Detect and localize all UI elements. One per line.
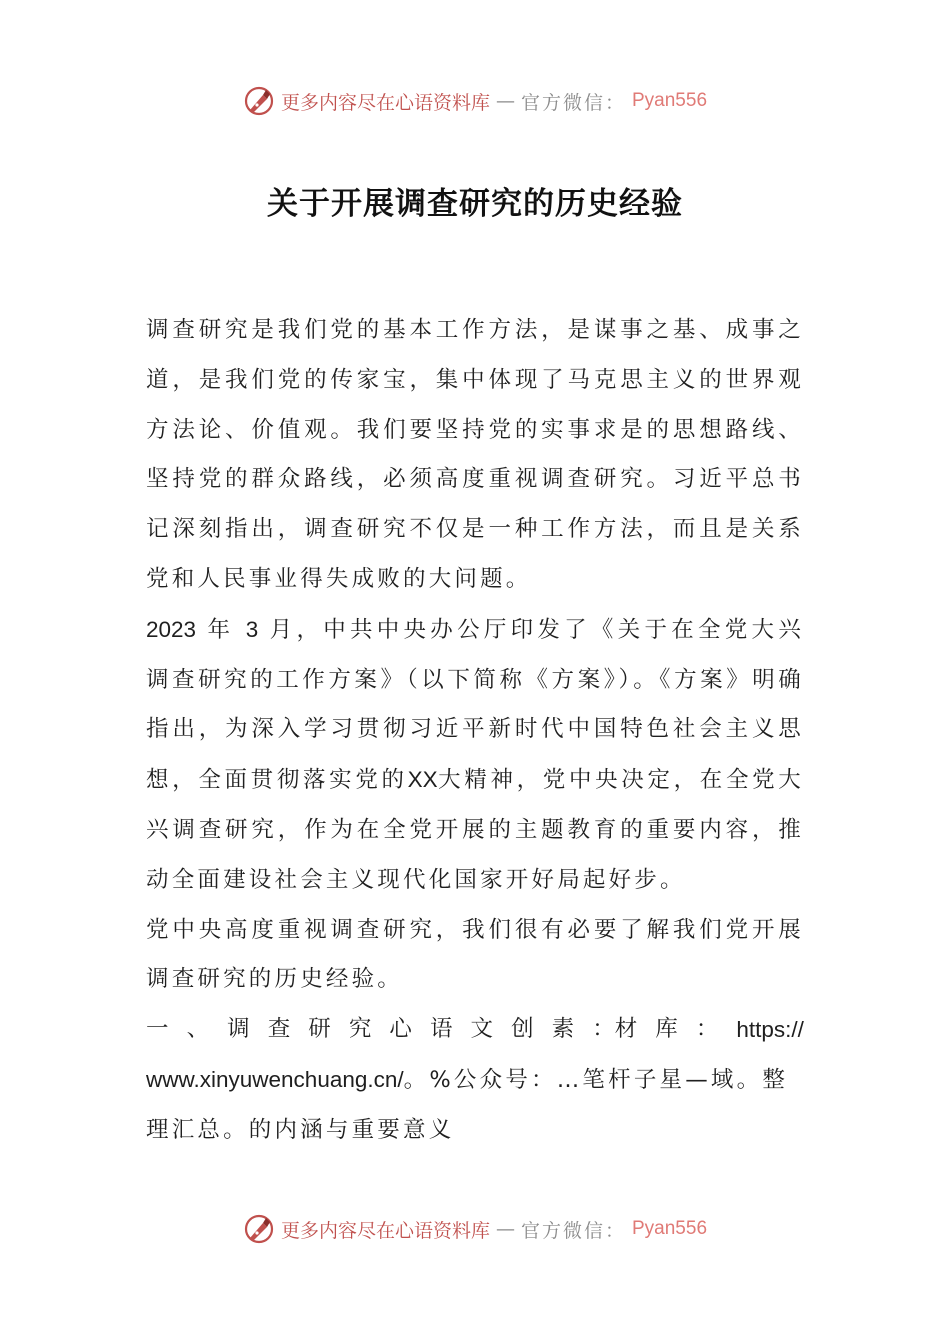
watermark-separator: — bbox=[495, 90, 515, 112]
section-heading-char: ： bbox=[695, 1016, 719, 1043]
watermark-brand: 更多内容尽在心语资料库 bbox=[280, 91, 490, 114]
paragraph-2-text-b: 大精神，党中央决定，在全党大兴调查研究，作为在全党开展的主题教育的重要内容，推动全面建设社会主义现代化国家开好局起好步。 bbox=[146, 767, 804, 893]
paragraph-2 bbox=[146, 605, 804, 906]
paragraph-1: 调查研究是我们党的基本工作方法，是谋事之基、成事之道，是我们党的传家宝，集中体现了马克思主义的世界观方法论、价值观。我们要坚持党的实事求是的思想路线、坚持党的群众路线，必须高度重视调查研究。习近平总书记深刻指出，调查研究不仅是一种工作方法，而且是关系党和人民事业得失成败的大问题。 bbox=[146, 317, 804, 592]
section-heading-char: 查 bbox=[267, 1016, 291, 1043]
section-heading-char: 创 bbox=[511, 1016, 534, 1043]
section-heading-char: 语 bbox=[429, 1016, 453, 1043]
pen-nib-logo-icon bbox=[243, 85, 275, 117]
section-heading-char: 库 bbox=[655, 1016, 678, 1043]
pen-nib-logo-icon bbox=[243, 1213, 275, 1245]
paragraph-2-year: 2023 bbox=[146, 616, 197, 642]
watermark-brand: 更多内容尽在心语资料库 bbox=[280, 1219, 490, 1242]
footer-watermark bbox=[0, 1213, 950, 1245]
section-heading-char: 素 bbox=[551, 1016, 575, 1043]
section-heading-char: 、 bbox=[186, 1016, 210, 1043]
section-heading-url-rest: www.xinyuwenchuang.cn/ bbox=[146, 1066, 404, 1092]
document-body bbox=[146, 306, 804, 1156]
paragraph-2-month: 3 bbox=[245, 616, 259, 642]
section-heading-char: 一 bbox=[146, 1016, 169, 1043]
section-heading-char: 研 bbox=[308, 1016, 331, 1043]
watermark-wechat-id: Pyan556 bbox=[632, 90, 708, 111]
section-heading-line-1 bbox=[146, 1005, 804, 1055]
watermark-separator: — bbox=[495, 1218, 515, 1240]
section-heading-char: 究 bbox=[348, 1016, 372, 1043]
document-title: 关于开展调查研究的历史经验 bbox=[267, 186, 683, 222]
watermark-wechat-label: 官方微信： bbox=[520, 1219, 626, 1242]
paragraph-3: 党中央高度重视调查研究，我们很有必要了解我们党开展调查研究的历史经验。 bbox=[146, 916, 804, 993]
section-heading-char: 调 bbox=[227, 1016, 250, 1043]
watermark-wechat-label: 官方微信： bbox=[520, 91, 626, 114]
section-heading-char: 文 bbox=[470, 1016, 494, 1043]
section-heading-line-2-text: 。%公众号：…笔杆子星—域。整 bbox=[403, 1066, 789, 1093]
paragraph-2-congress: XX bbox=[407, 767, 438, 793]
section-heading-char: ：材 bbox=[592, 1016, 638, 1043]
paragraph-2-year-unit: 年 bbox=[207, 616, 235, 643]
paragraph-2-text-a: 月，中共中央办公厅印发了《关于在全党大兴调查研究的工作方案》（以下简称《方案》）。《方案》明确指出，为深入学习贯彻习近平新时代中国特色社会主义思想，全面贯彻落实党的 bbox=[146, 616, 805, 794]
section-heading-line-2 bbox=[146, 1055, 804, 1106]
section-heading-line-3: 理汇总。的内涵与重要意义 bbox=[146, 1116, 455, 1143]
header-watermark bbox=[0, 85, 950, 117]
watermark-wechat-id: Pyan556 bbox=[632, 1218, 708, 1239]
section-heading-char: 心 bbox=[389, 1016, 412, 1043]
section-heading-url-start: https:// bbox=[736, 1017, 804, 1043]
